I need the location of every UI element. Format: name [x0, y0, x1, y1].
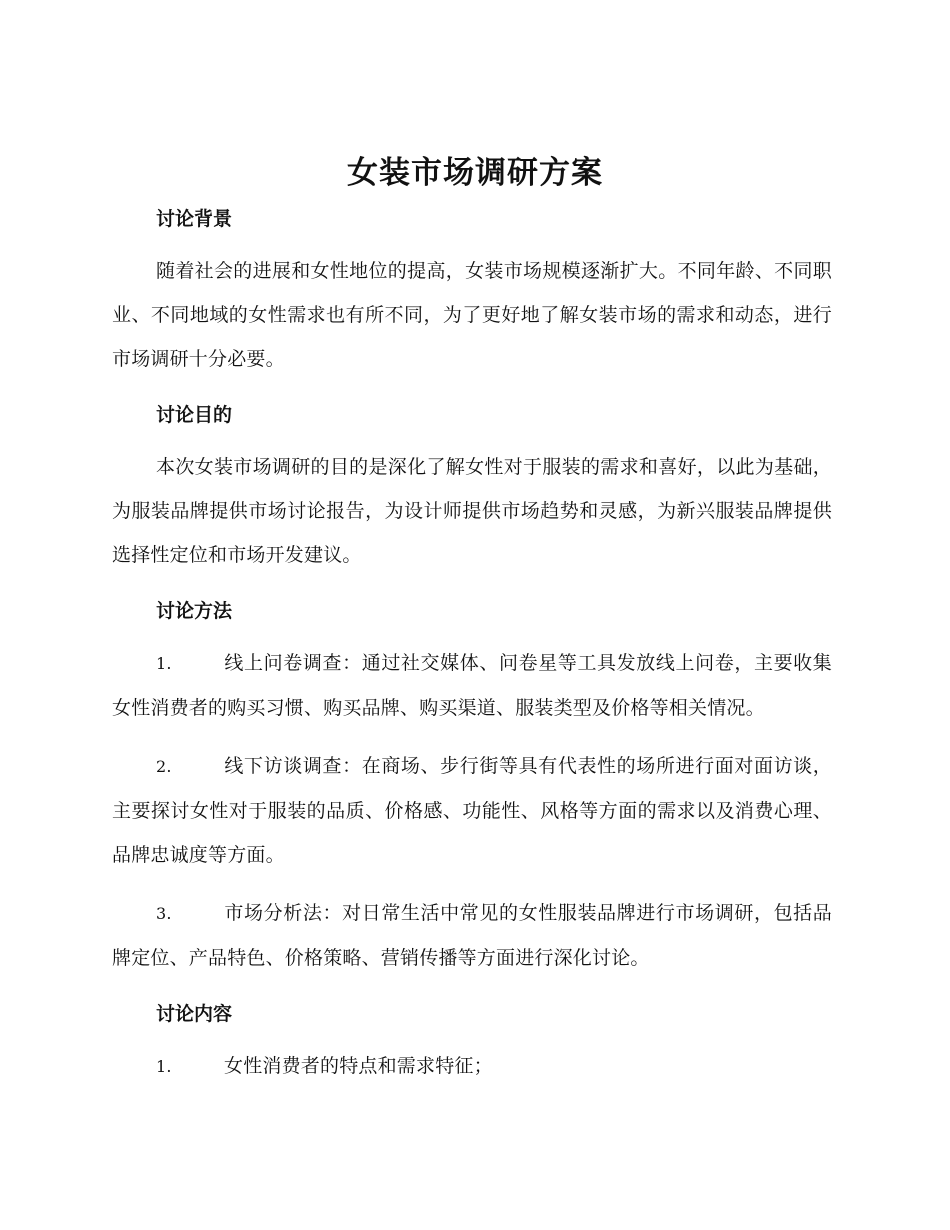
- document-body: [112, 199, 832, 1103]
- list-item: [112, 641, 832, 730]
- list-item-text: 线上问卷调查：通过社交媒体、问卷星等工具发放线上问卷，主要收集女性消费者的购买习惯、购买品牌、购买渠道、服装类型及价格等相关情况。: [112, 652, 832, 719]
- list-item-number: 3.: [156, 904, 172, 923]
- section-heading-purpose: 讨论目的: [156, 404, 233, 426]
- list-item-text: 女性消费者的特点和需求特征；: [224, 1055, 493, 1077]
- list-item: [112, 1044, 832, 1089]
- list-item-text: 市场分析法：对日常生活中常见的女性服装品牌进行市场调研，包括品牌定位、产品特色、价格策略、营销传播等方面进行深化讨论。: [112, 902, 832, 969]
- list-item-number: 2.: [156, 757, 172, 776]
- section-paragraph-purpose: 本次女装市场调研的目的是深化了解女性对于服装的需求和喜好，以此为基础，为服装品牌提供市场讨论报告，为设计师提供市场趋势和灵感，为新兴服装品牌提供选择性定位和市场开发建议。: [112, 456, 832, 566]
- section-heading-content: 讨论内容: [156, 1003, 233, 1025]
- list-item-number: 1.: [156, 654, 172, 673]
- list-item: [112, 891, 832, 980]
- section-heading-method: 讨论方法: [156, 600, 233, 622]
- document-title: 女装市场调研方案: [347, 155, 603, 191]
- list-item: [112, 744, 832, 877]
- list-item-text: 线下访谈调查：在商场、步行街等具有代表性的场所进行面对面访谈，主要探讨女性对于服装的品质、价格感、功能性、风格等方面的需求以及消费心理、品牌忠诚度等方面。: [112, 755, 832, 866]
- list-item-number: 1.: [156, 1057, 172, 1076]
- section-heading-background: 讨论背景: [156, 208, 233, 230]
- section-paragraph-background: 随着社会的进展和女性地位的提高，女装市场规模逐渐扩大。不同年龄、不同职业、不同地域的女性需求也有所不同，为了更好地了解女装市场的需求和动态，进行市场调研十分必要。: [112, 260, 832, 370]
